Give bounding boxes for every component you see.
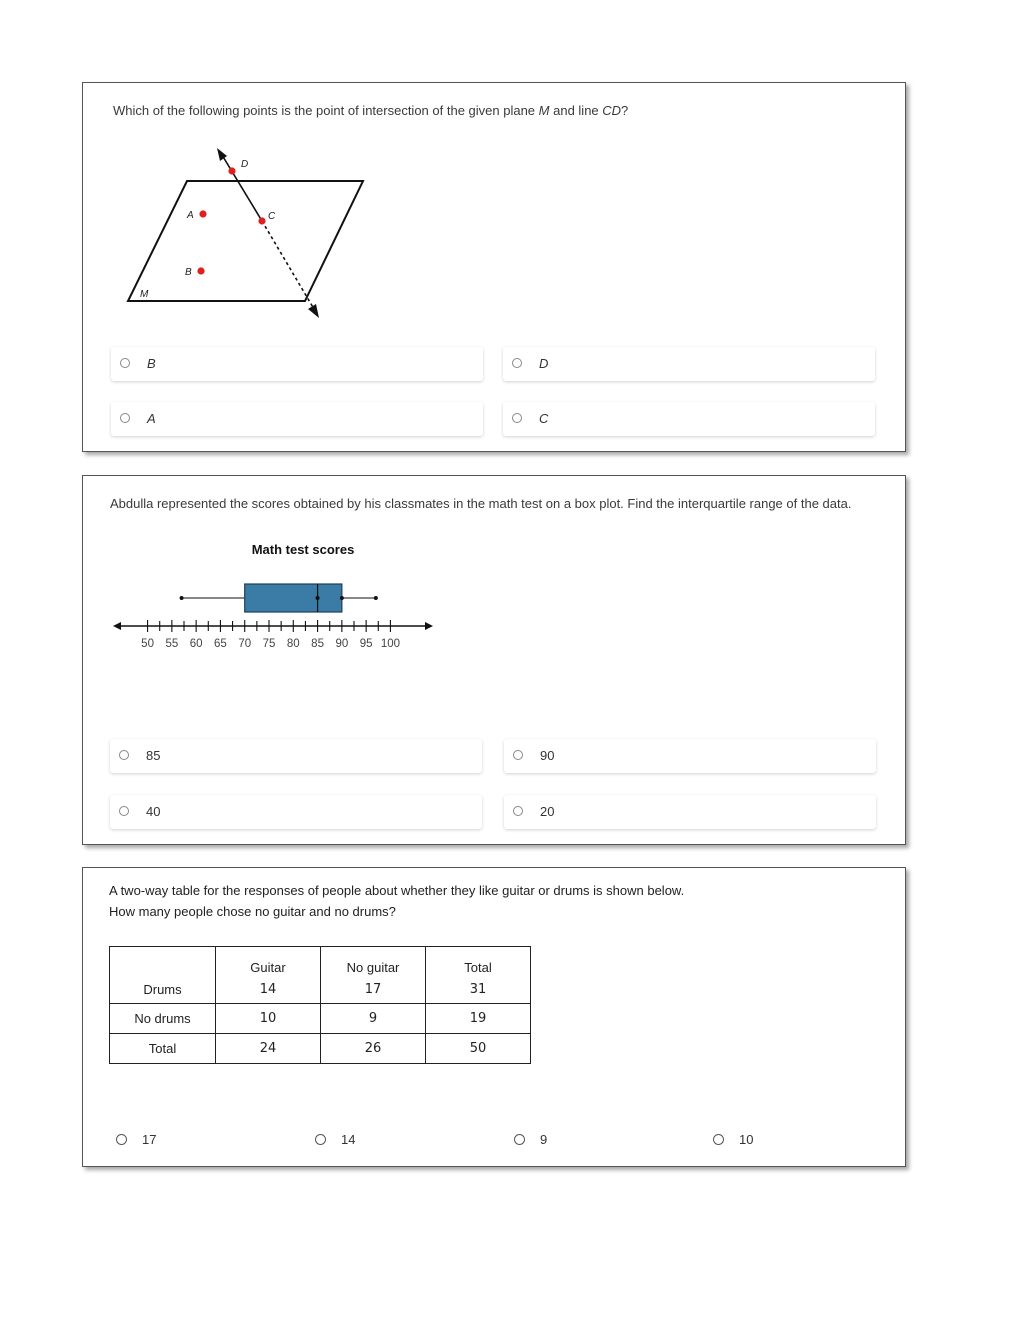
- radio-icon[interactable]: [119, 806, 129, 816]
- table-row: [110, 1004, 531, 1034]
- radio-icon[interactable]: [713, 1134, 724, 1145]
- axis-arrow-right: [425, 622, 433, 630]
- table-cell: 9: [321, 1004, 426, 1034]
- radio-icon[interactable]: [512, 358, 522, 368]
- table-row: [110, 975, 531, 1004]
- row-label: No drums: [110, 1004, 216, 1034]
- question-prompt: Abdulla represented the scores obtained by his classmates in the math test on a box plot. Find the interquartile range of the data.: [110, 496, 852, 511]
- axis-arrow-left: [113, 622, 121, 630]
- row-label: Total: [110, 1034, 216, 1064]
- label-d: D: [241, 159, 249, 170]
- radio-icon[interactable]: [315, 1134, 326, 1145]
- table-header-cell: [110, 947, 216, 976]
- option-85[interactable]: 85: [110, 739, 482, 773]
- table-cell: 50: [426, 1034, 531, 1064]
- table-cell: 14: [216, 975, 321, 1004]
- question-prompt: [109, 880, 869, 922]
- radio-icon[interactable]: [116, 1134, 127, 1145]
- table-cell: 10: [216, 1004, 321, 1034]
- question-card-1: [82, 82, 906, 452]
- option-10[interactable]: 10: [713, 1130, 833, 1150]
- iqr-box: [245, 584, 342, 612]
- radio-icon[interactable]: [512, 413, 522, 423]
- table-cell: 31: [426, 975, 531, 1004]
- radio-icon[interactable]: [120, 358, 130, 368]
- question-card-3: [82, 867, 906, 1167]
- table-header-row: [110, 947, 531, 976]
- axis-tick-label: 60: [189, 638, 203, 650]
- option-17[interactable]: 17: [116, 1130, 236, 1150]
- box-plot-chart: [111, 534, 441, 654]
- axis-tick-label: 85: [311, 638, 324, 650]
- point-d: [228, 167, 235, 174]
- option-b[interactable]: B: [111, 347, 483, 381]
- median-point: [316, 596, 320, 600]
- option-d[interactable]: D: [503, 347, 875, 381]
- label-a: A: [187, 210, 194, 221]
- question-card-2: [82, 475, 906, 845]
- point-b: [197, 267, 204, 274]
- label-c: C: [268, 211, 276, 222]
- max-point: [374, 596, 378, 600]
- radio-icon[interactable]: [119, 750, 129, 760]
- table-header-cell: No guitar: [321, 947, 426, 976]
- chart-title: Math test scores: [251, 542, 355, 557]
- radio-icon[interactable]: [514, 1134, 525, 1145]
- option-40[interactable]: 40: [110, 795, 482, 829]
- axis-tick-label: 65: [214, 638, 227, 650]
- point-c: [258, 217, 265, 224]
- axis-tick-label: 95: [359, 638, 373, 650]
- axis-tick-label: 100: [380, 638, 401, 650]
- plane-m: [128, 181, 363, 301]
- axis-tick-label: 90: [335, 638, 349, 650]
- arrow-head-bottom: [308, 304, 319, 318]
- axis-tick-label: 55: [165, 638, 179, 650]
- question-prompt: Which of the following points is the point of intersection of the given plane M and line CD?: [113, 103, 629, 118]
- radio-icon[interactable]: [120, 413, 130, 423]
- plane-line-figure: [123, 143, 383, 323]
- two-way-table: [109, 946, 531, 1064]
- table-cell: 19: [426, 1004, 531, 1034]
- table-row: [110, 1034, 531, 1064]
- radio-icon[interactable]: [513, 750, 523, 760]
- line-cd-dashed: [262, 221, 314, 309]
- axis-tick-label: 70: [238, 638, 252, 650]
- option-90[interactable]: 90: [504, 739, 876, 773]
- table-cell: 26: [321, 1034, 426, 1064]
- min-point: [180, 596, 184, 600]
- arrow-head-d: [217, 148, 227, 161]
- radio-icon[interactable]: [513, 806, 523, 816]
- label-b: B: [185, 267, 192, 278]
- option-20[interactable]: 20: [504, 795, 876, 829]
- q3-point: [340, 596, 344, 600]
- point-a: [199, 210, 206, 217]
- table-header-cell: Total: [426, 947, 531, 976]
- axis-tick-label: 50: [141, 638, 154, 650]
- table-cell: 24: [216, 1034, 321, 1064]
- option-a[interactable]: A: [111, 402, 483, 436]
- axis-tick-label: 75: [262, 638, 276, 650]
- label-m: M: [140, 289, 149, 300]
- option-9[interactable]: 9: [514, 1130, 634, 1150]
- option-14[interactable]: 14: [315, 1130, 435, 1150]
- prompt-line-2: How many people chose no guitar and no drums?: [109, 904, 396, 919]
- table-cell: 17: [321, 975, 426, 1004]
- option-c[interactable]: C: [503, 402, 875, 436]
- row-label: Drums: [110, 975, 216, 1004]
- axis-tick-label: 80: [286, 638, 300, 650]
- table-header-cell: Guitar: [216, 947, 321, 976]
- prompt-line-1: A two-way table for the responses of people about whether they like guitar or drums is shown below.: [109, 883, 685, 898]
